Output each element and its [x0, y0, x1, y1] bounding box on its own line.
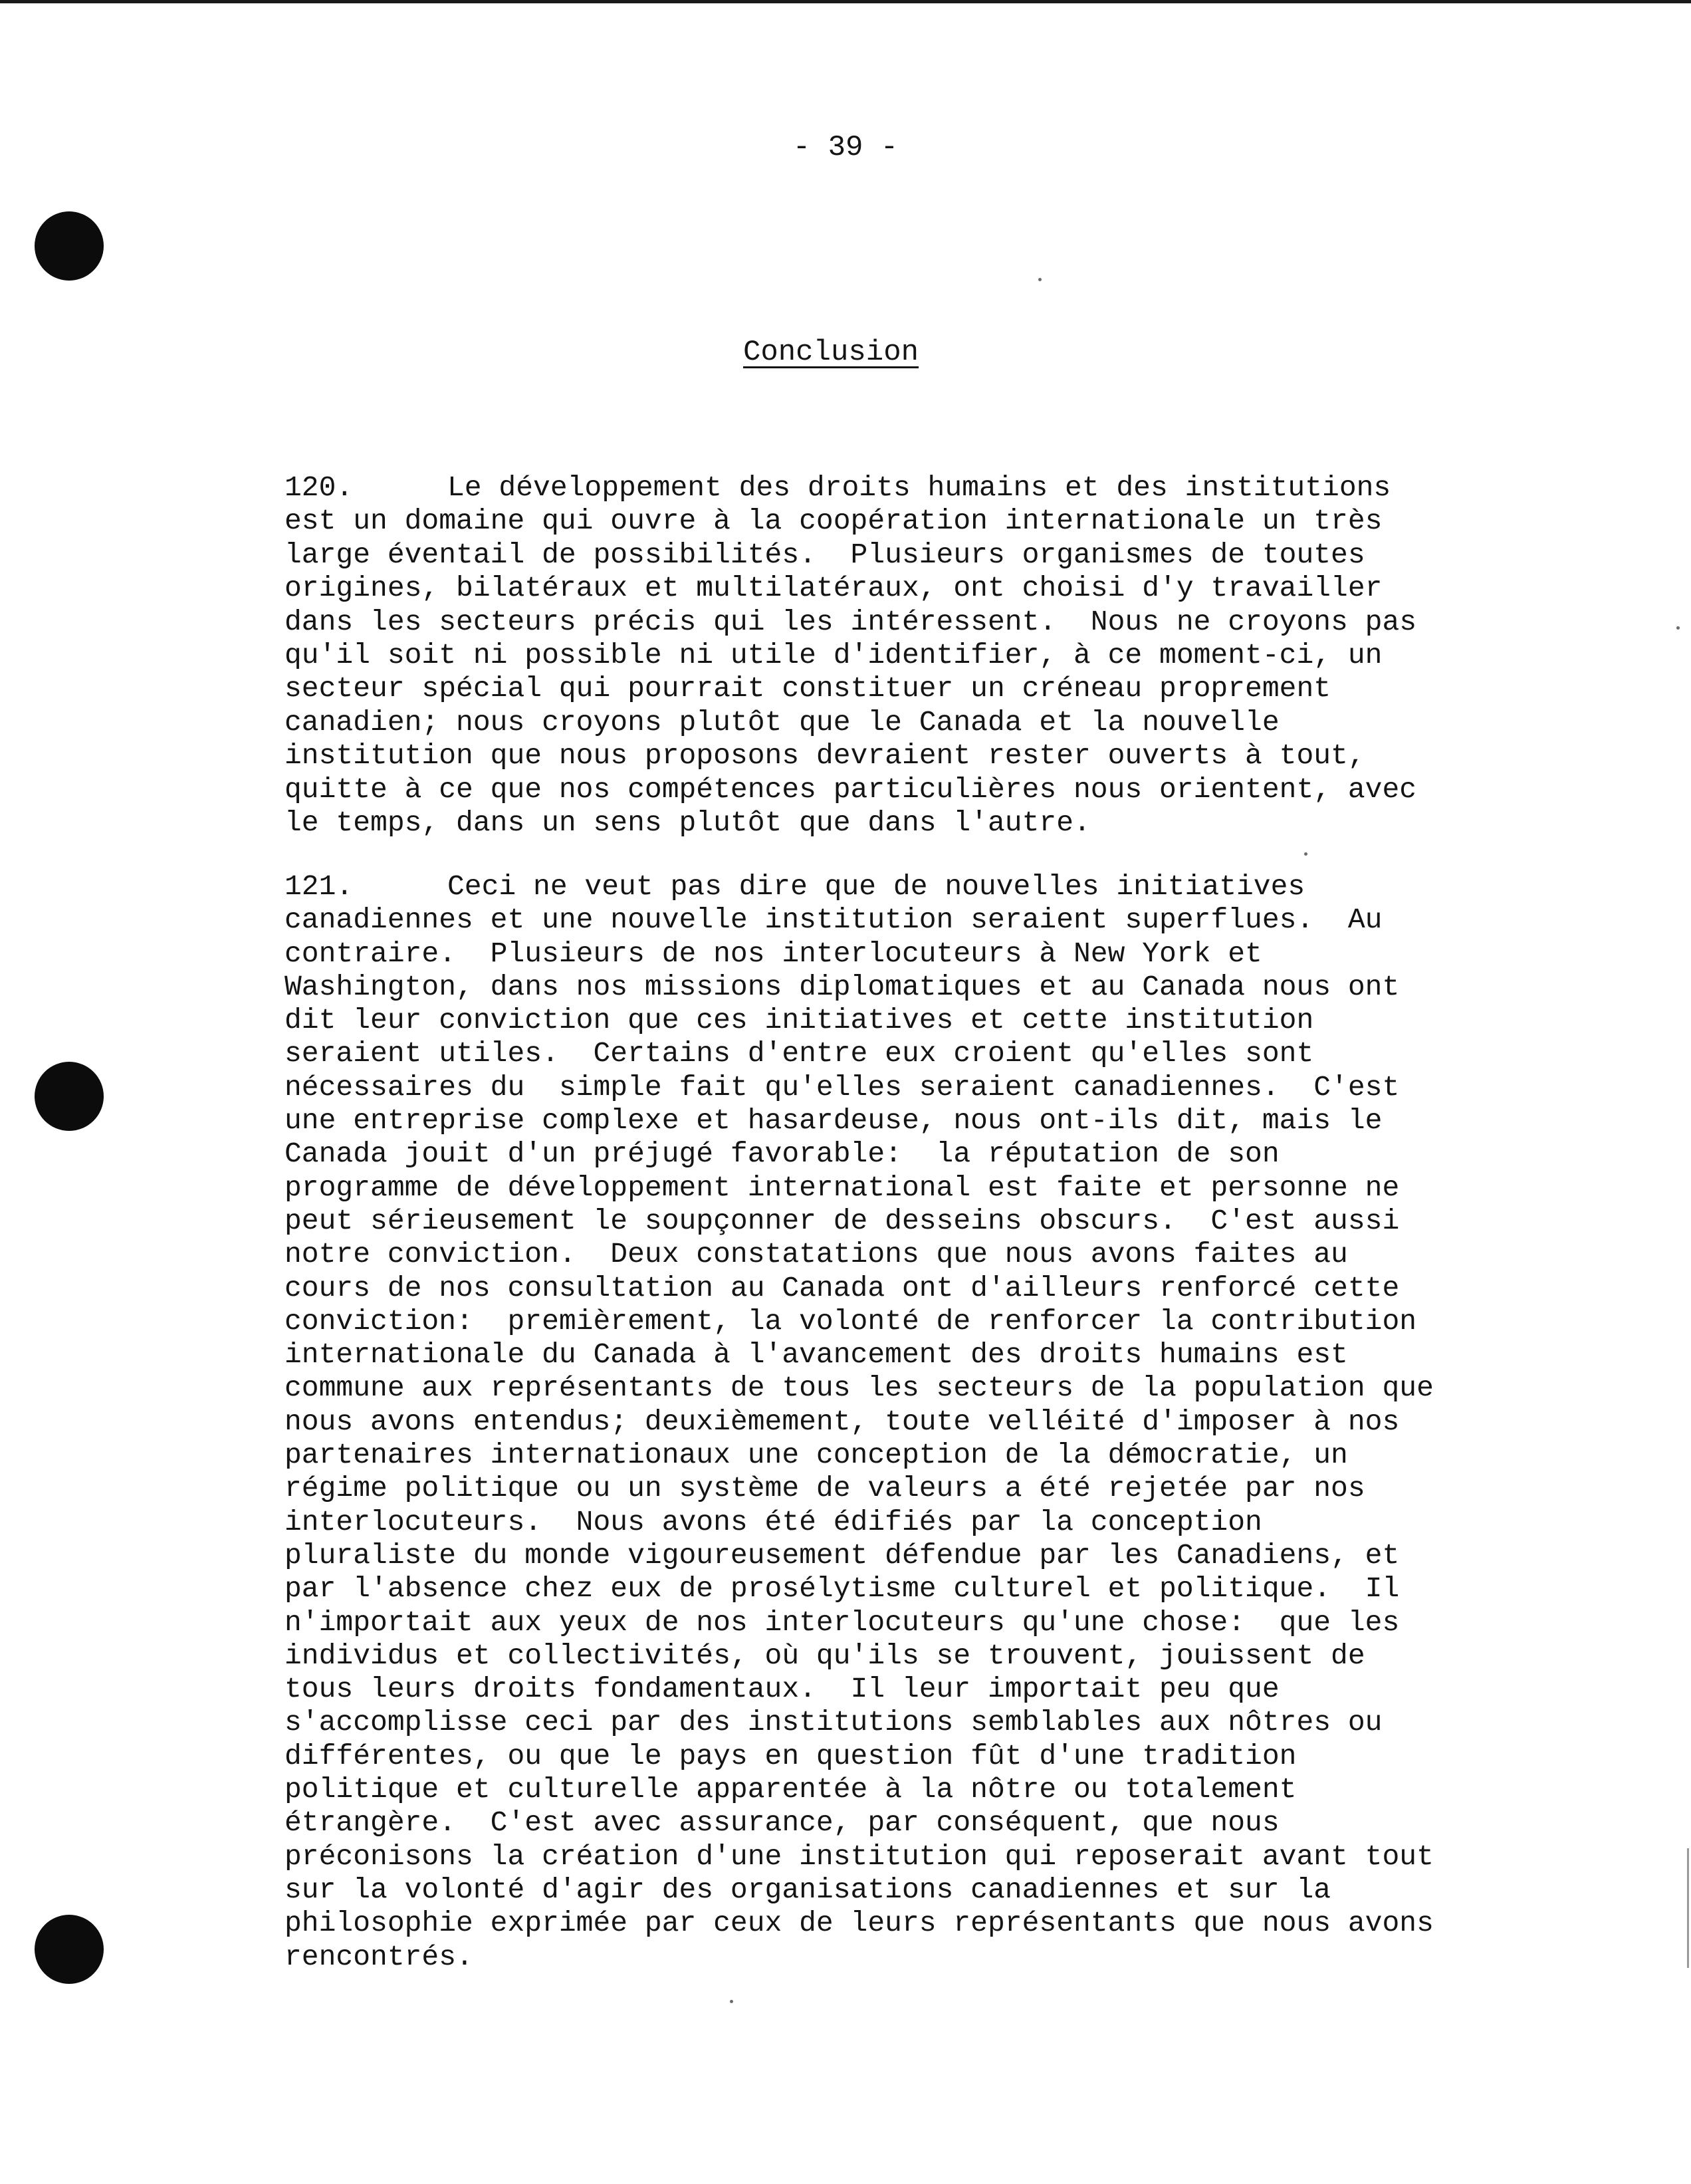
paragraph-line: interlocuteurs. Nous avons été édifiés par la conception [284, 1505, 1262, 1538]
paragraph-line: tous leurs droits fondamentaux. Il leur importait peu que [284, 1673, 1280, 1706]
paragraph-line: rencontrés. [284, 1940, 473, 1973]
scan-speck [1304, 852, 1307, 856]
paragraph-line: Washington, dans nos missions diplomatiques et au Canada nous ont [284, 970, 1400, 1003]
paragraph-line: par l'absence chez eux de prosélytisme culturel et politique. Il [284, 1572, 1400, 1606]
paragraph-121 [284, 870, 1434, 1974]
paragraph-line: internationale du Canada à l'avancement des droits humains est [284, 1338, 1348, 1372]
paragraph-line: sur la volonté d'agir des organisations canadiennes et sur la [284, 1873, 1331, 1906]
paragraph-line: 121. Ceci ne veut pas dire que de nouvelles initiatives [284, 870, 1305, 903]
paragraph-line: régime politique ou un système de valeurs a été rejetée par nos [284, 1472, 1365, 1505]
paragraph-line: programme de développement international est faite et personne ne [284, 1171, 1400, 1204]
paragraph-line: seraient utiles. Certains d'entre eux croient qu'elles sont [284, 1037, 1314, 1070]
paragraph-line: une entreprise complexe et hasardeuse, nous ont-ils dit, mais le [284, 1104, 1383, 1138]
paragraph-line: cours de nos consultation au Canada ont d'ailleurs renforcé cette [284, 1271, 1400, 1304]
paragraph-line: dans les secteurs précis qui les intéressent. Nous ne croyons pas [284, 605, 1417, 638]
paragraph-line: peut sérieusement le soupçonner de desseins obscurs. C'est aussi [284, 1204, 1400, 1237]
paragraph-line: origines, bilatéraux et multilatéraux, ont choisi d'y travailler [284, 572, 1383, 605]
paragraph-line: philosophie exprimée par ceux de leurs représentants que nous avons [284, 1907, 1434, 1940]
paragraph-line: contraire. Plusieurs de nos interlocuteurs à New York et [284, 937, 1262, 970]
paragraph-line: large éventail de possibilités. Plusieurs organismes de toutes [284, 538, 1365, 571]
paragraph-line: conviction: premièrement, la volonté de renforcer la contribution [284, 1304, 1417, 1338]
paragraph-line: étrangère. C'est avec assurance, par conséquent, que nous [284, 1806, 1280, 1840]
paragraph-line: Canada jouit d'un préjugé favorable: la réputation de son [284, 1138, 1280, 1171]
paragraph-number: 120. [284, 471, 354, 504]
paragraph-line: 120. Le développement des droits humains et des institutions [284, 471, 1391, 504]
paragraph-line: n'importait aux yeux de nos interlocuteurs qu'une chose: que les [284, 1606, 1400, 1639]
section-heading-text: Conclusion [742, 336, 919, 369]
paragraph-line: institution que nous proposons devraient rester ouverts à tout, [284, 739, 1365, 773]
paragraph-line: préconisons la création d'une institution qui reposerait avant tout [284, 1840, 1434, 1873]
paragraph-line: canadien; nous croyons plutôt que le Canada et la nouvelle [284, 705, 1280, 739]
paragraph-line: nécessaires du simple fait qu'elles seraient canadiennes. C'est [284, 1070, 1400, 1104]
paragraph-line: commune aux représentants de tous les secteurs de la population que [284, 1372, 1434, 1405]
paragraph-line: individus et collectivités, où qu'ils se trouvent, jouissent de [284, 1639, 1365, 1672]
section-heading [0, 335, 1662, 370]
scan-speck [730, 2000, 733, 2003]
paragraph-line: nous avons entendus; deuxièmement, toute velléité d'imposer à nos [284, 1405, 1400, 1438]
paragraph-line: est un domaine qui ouvre à la coopération internationale un très [284, 505, 1383, 538]
scan-top-edge [0, 0, 1691, 3]
scan-speck [1038, 278, 1042, 281]
paragraph-line: secteur spécial qui pourrait constituer un créneau proprement [284, 672, 1331, 705]
scan-speck [1676, 626, 1680, 630]
paragraph-line: s'accomplisse ceci par des institutions semblables aux nôtres ou [284, 1706, 1383, 1739]
paragraph-line: politique et culturelle apparentée à la nôtre ou totalement [284, 1773, 1297, 1806]
paragraph-number: 121. [284, 870, 354, 903]
punch-hole-middle [35, 1062, 104, 1131]
paragraph-line: dit leur conviction que ces initiatives et cette institution [284, 1004, 1314, 1037]
paragraph-line: partenaires internationaux une conception de la démocratie, un [284, 1439, 1348, 1472]
page-number: - 39 - [792, 131, 899, 164]
punch-hole-top [35, 211, 104, 281]
paragraph-line: notre conviction. Deux constatations que nous avons faites au [284, 1238, 1348, 1271]
paragraph-line: canadiennes et une nouvelle institution seraient superflues. Au [284, 904, 1383, 937]
paragraph-line: le temps, dans un sens plutôt que dans l'autre. [284, 806, 1091, 839]
paragraph-120 [284, 471, 1428, 840]
punch-hole-bottom [35, 1915, 104, 1984]
scan-right-edge [1687, 1848, 1689, 1968]
paragraph-line: qu'il soit ni possible ni utile d'identifier, à ce moment-ci, un [284, 638, 1383, 671]
paragraph-line: différentes, ou que le pays en question fût d'une tradition [284, 1739, 1297, 1772]
paragraph-line: pluraliste du monde vigoureusement défendue par les Canadiens, et [284, 1538, 1400, 1572]
paragraph-line: quitte à ce que nos compétences particulières nous orientent, avec [284, 773, 1417, 806]
